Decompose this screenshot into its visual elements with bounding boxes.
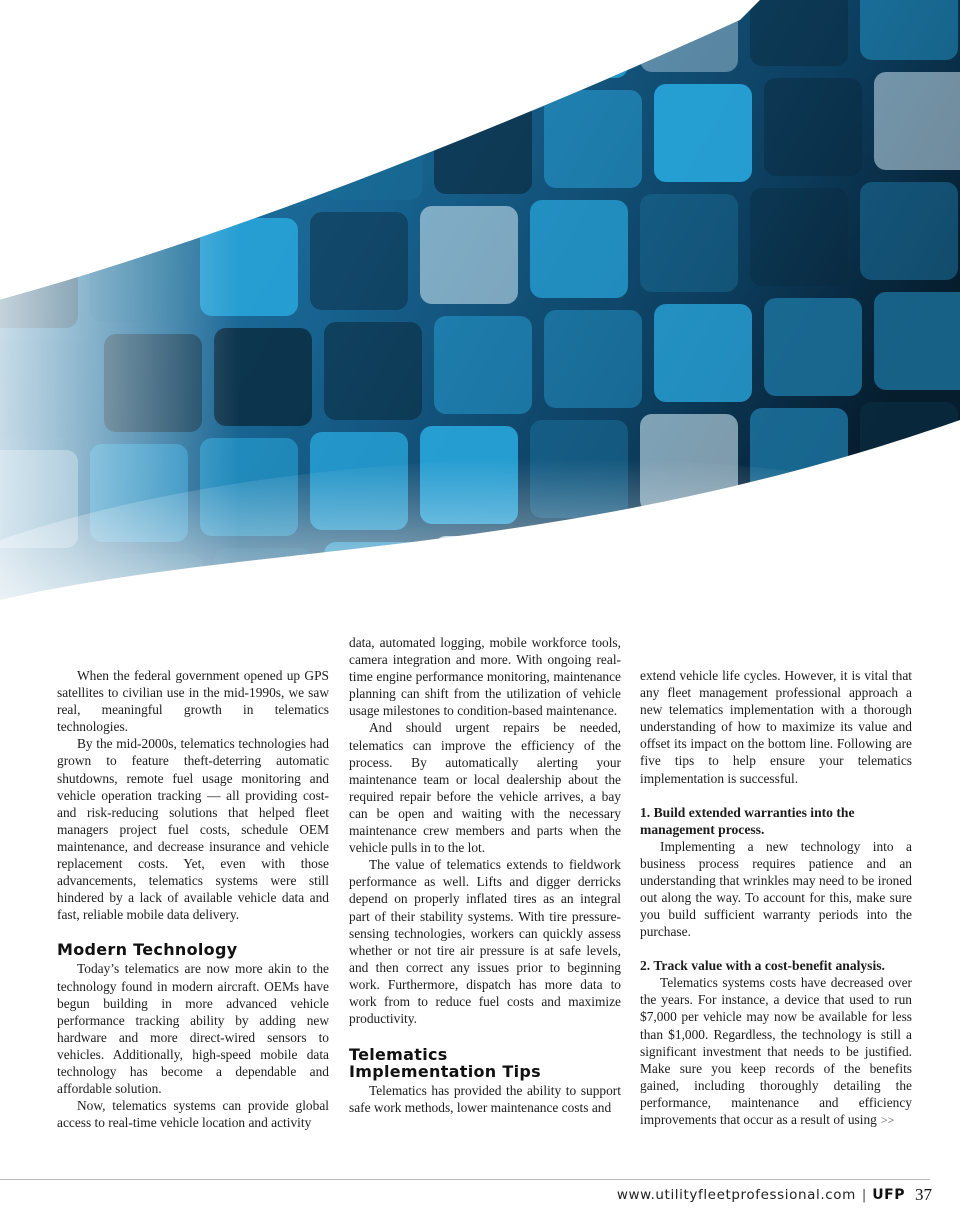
paragraph: Now, telematics systems can provide global access to real-time vehicle location and activity — [57, 1098, 329, 1131]
paragraph — [640, 974, 912, 1129]
paragraph: By the mid-2000s, telematics technologies had grown to feature theft-deterring automatic shutdowns, remote fuel usage monitoring and vehicle operation tracking — all providing cost- and risk-reducing solutions that helped fleet managers project fuel costs, schedule OEM maintenance, and decrease insurance and vehicle replacement costs. Yet, even with those advancements, telematics systems were still hindered by a lack of available vehicle data and fast, reliable mobile data delivery. — [57, 736, 329, 923]
tip-1-title: 1. Build extended warranties into the management process. — [640, 804, 855, 837]
hero-tile — [530, 0, 628, 78]
footer-separator: | — [861, 1187, 867, 1203]
tip-2-body: Telematics systems costs have decreased over the years. For instance, a device that used to run $7,000 per vehicle may now be available for less than $1,000. Regardless, the technology is still a significant investment that needs to be justified. Make sure you keep records of the benefits gained, including thoroughly detailing the performance, maintenance and efficiency improvements that occur as a result of using — [640, 975, 912, 1127]
article-column-2 — [349, 634, 621, 1116]
paragraph: And should urgent repairs be needed, telematics can improve the efficiency of the process. By automatically alerting your maintenance team or local dealership about the required repair before the vehicle arrives, a bay can be open and waiting with the necessary maintenance crew members and parts when the vehicle pulls in to the lot. — [349, 720, 621, 856]
hero-tile — [310, 0, 408, 90]
paragraph: Telematics has provided the ability to support safe work methods, lower maintenance costs and — [349, 1083, 621, 1116]
paragraph: The value of telematics extends to fieldwork performance as well. Lifts and digger derricks depend on properly inflated tires as an integral part of their stability systems. With tire pressure-sensing technologies, workers can quickly assess whether or not tire air pressure is at safe levels, and then correct any issues prior to beginning work. Furthermore, dispatch has more data to work from to reduce fuel costs and maximize productivity. — [349, 857, 621, 1027]
page-number: 37 — [915, 1185, 932, 1204]
hero-tile — [0, 10, 78, 108]
paragraph: Today’s telematics are now more akin to the technology found in modern aircraft. OEMs have begun building in more advanced vehicle performance tracking ability by adding new hardware and more direct-wired sensors to vehicles. Additionally, high-speed mobile data technology has become a dependable and affordable solution. — [57, 961, 329, 1097]
article-column-3 — [640, 667, 912, 1129]
page-footer — [617, 1184, 932, 1206]
paragraph: extend vehicle life cycles. However, it is vital that any fleet management professional approach a new telematics implementation with a thorough understanding of how to maximize its value and offset its impact on the bottom line. Following are five tips to help ensure your telematics implementation is successful. — [640, 668, 912, 786]
heading-line: Implementation Tips — [349, 1062, 541, 1082]
continued-arrow-icon: >> — [880, 1112, 895, 1127]
paragraph: Implementing a new technology into a business process requires patience and an understanding that wrinkles may need to be ironed out along the way. To account for this, make sure you build sufficient warranty periods into the purchase. — [640, 838, 912, 940]
tip-2-title: 2. Track value with a cost-benefit analysis. — [640, 958, 885, 974]
section-heading-modern-technology: Modern Technology — [57, 940, 238, 960]
hero-tile — [420, 0, 518, 84]
hero-tile — [214, 108, 312, 206]
footer-url[interactable]: www.utilityfleetprofessional.com — [616, 1187, 856, 1203]
paragraph: data, automated logging, mobile workforce tools, camera integration and more. With ongoing real-time engine performance monitoring, maintenance planning can shift from the utilization of vehicle usage milestones to condition-based maintenance. — [349, 635, 621, 719]
footer-brand: UFP — [872, 1187, 905, 1203]
hero-tile — [0, 120, 92, 218]
section-heading-implementation-tips — [349, 1046, 621, 1080]
paragraph: When the federal government opened up GPS satellites to civilian use in the mid-1990s, we saw real, meaningful growth in telematics technologies. — [57, 668, 329, 735]
hero-tile — [104, 114, 202, 212]
hero-tile — [200, 0, 298, 96]
footer-rule — [0, 1179, 930, 1180]
article-column-1 — [57, 667, 329, 1131]
heading-line: Telematics — [349, 1045, 448, 1065]
hero-tile — [90, 4, 188, 102]
